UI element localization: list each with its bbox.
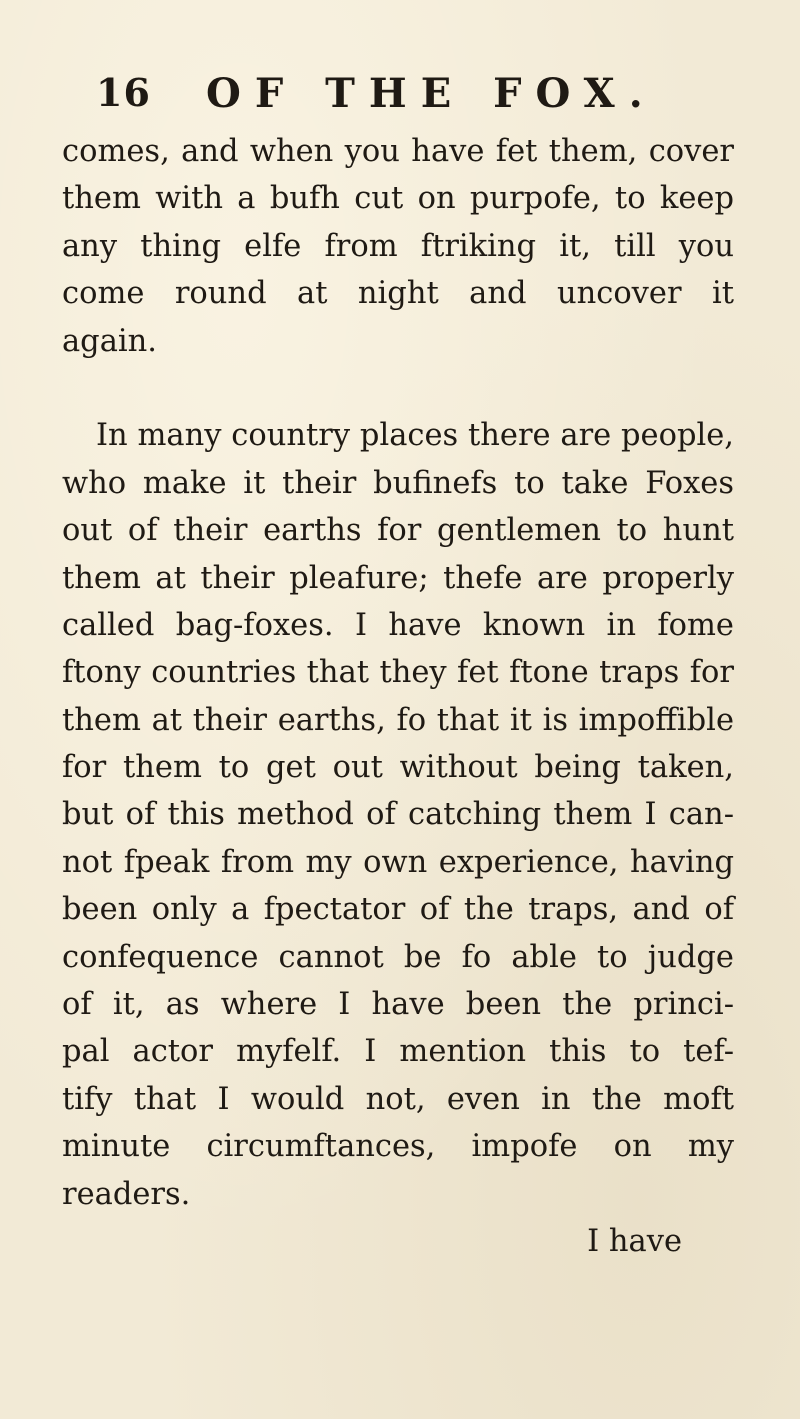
text-line: come round at night and uncover it [62, 276, 734, 312]
paragraph-2 [62, 412, 734, 1218]
text-line: tify that I would not, even in the moft [62, 1081, 734, 1117]
text-line: readers. [62, 1176, 191, 1212]
text-line: who make it their bufinefs to take Foxes [62, 465, 734, 501]
text-line: In many country places there are people, [96, 418, 734, 454]
text-line: pal actor myfelf. I mention this to tef- [62, 1034, 734, 1070]
text-line: called bag-foxes. I have known in fome [62, 607, 734, 643]
body-text [62, 128, 734, 1265]
paragraph-gap [62, 365, 734, 412]
text-line: for them to get out without being taken, [62, 750, 734, 786]
text-line: them with a bufh cut on purpofe, to keep [62, 181, 734, 217]
page-header [96, 70, 716, 130]
text-line: out of their earths for gentlemen to hunt [62, 513, 734, 549]
text-line: comes, and when you have fet them, cover [62, 134, 734, 169]
text-line: ftony countries that they fet ftone traps for [62, 655, 734, 691]
text-line: them at their earths, fo that it is impoffible [62, 702, 734, 738]
text-line: been only a fpectator of the traps, and of [62, 892, 734, 928]
text-line: not fpeak from my own experience, having [62, 844, 734, 880]
text-line: any thing elfe from ftriking it, till you [62, 228, 734, 264]
running-head: OF THE FOX. [206, 70, 657, 117]
text-line: them at their pleafure; thefe are properly [62, 560, 734, 596]
text-line: of it, as where I have been the princi- [62, 987, 734, 1023]
text-line: minute circumftances, impofe on my [62, 1129, 734, 1165]
catchword: I have [587, 1223, 682, 1259]
text-line: but of this method of catching them I can- [62, 797, 734, 833]
text-line: again. [62, 323, 157, 359]
page-number: 16 [96, 70, 151, 115]
text-line: confequence cannot be fo able to judge [62, 939, 734, 975]
paragraph-1 [62, 128, 734, 365]
